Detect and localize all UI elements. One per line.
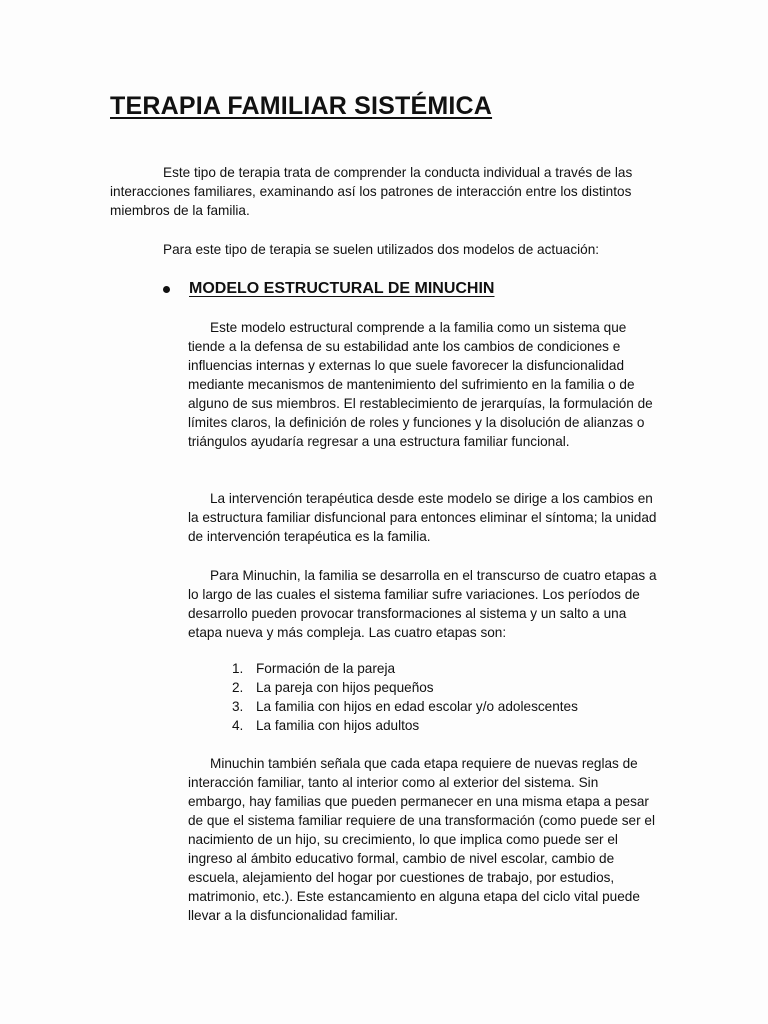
- list-item-text: La pareja con hijos pequeños: [256, 680, 434, 695]
- intro-paragraph: Este tipo de terapia trata de comprender la conducta individual a través de las interacciones familiares, examinando así los patrones de interacción entre los distintos miembros de la familia.: [110, 165, 633, 218]
- list-item-number: 4.: [232, 718, 244, 733]
- document-title: TERAPIA FAMILIAR SISTÉMICA: [110, 92, 493, 120]
- list-item: [232, 678, 578, 697]
- section-heading: [163, 280, 494, 298]
- list-item: [232, 697, 578, 716]
- section-paragraph: Minuchin también señala que cada etapa requiere de nuevas reglas de interacción familiar, tanto al interior como al exterior del sistema. Sin embargo, hay familias que pueden permanecer en una misma etapa a pesar de que el sistema familiar requiere de una transformación (como puede ser el nacimiento de un hijo, su crecimiento, lo que implica como puede ser el ingreso al ámbito educativo formal, cambio de nivel escolar, cambio de escuela, alejamiento del hogar por cuestiones de trabajo, por estudios, matrimonio, etc.). Este estancamiento en alguna etapa del ciclo vital puede llevar a la disfuncionalidad familiar.: [188, 756, 655, 923]
- section-heading-label: MODELO ESTRUCTURAL DE MINUCHIN: [189, 280, 495, 297]
- list-item: [232, 716, 578, 735]
- section-paragraph: La intervención terapéutica desde este modelo se dirige a los cambios en la estructura familiar disfuncional para entonces eliminar el síntoma; la unidad de intervención terapéutica es la familia.: [188, 491, 657, 544]
- list-item: [232, 659, 578, 678]
- list-item-number: 2.: [232, 680, 244, 695]
- lead-paragraph: Para este tipo de terapia se suelen utilizados dos modelos de actuación:: [163, 242, 600, 257]
- list-item-number: 3.: [232, 699, 244, 714]
- list-item-text: La familia con hijos adultos: [256, 718, 420, 733]
- bullet-icon: [163, 286, 170, 293]
- list-item-text: La familia con hijos en edad escolar y/o adolescentes: [256, 699, 578, 714]
- section-paragraph: Para Minuchin, la familia se desarrolla en el transcurso de cuatro etapas a lo largo de las cuales el sistema familiar sufre variaciones. Los períodos de desarrollo pueden provocar transformaciones al sistema y un salto a una etapa nueva y más compleja. Las cuatro etapas son:: [188, 568, 657, 640]
- stages-list: [232, 659, 578, 735]
- section-paragraph: Este modelo estructural comprende a la familia como un sistema que tiende a la defensa de su estabilidad ante los cambios de condiciones e influencias internas y externas lo que suele favorecer la disfuncionalidad mediante mecanismos de mantenimiento del sufrimiento en la familia o de alguno de sus miembros. El restablecimiento de jerarquías, la formulación de límites claros, la definición de roles y funciones y la disolución de alianzas o triángulos ayudaría regresar a una estructura familiar funcional.: [188, 320, 653, 449]
- list-item-number: 1.: [232, 661, 244, 676]
- list-item-text: Formación de la pareja: [256, 661, 396, 676]
